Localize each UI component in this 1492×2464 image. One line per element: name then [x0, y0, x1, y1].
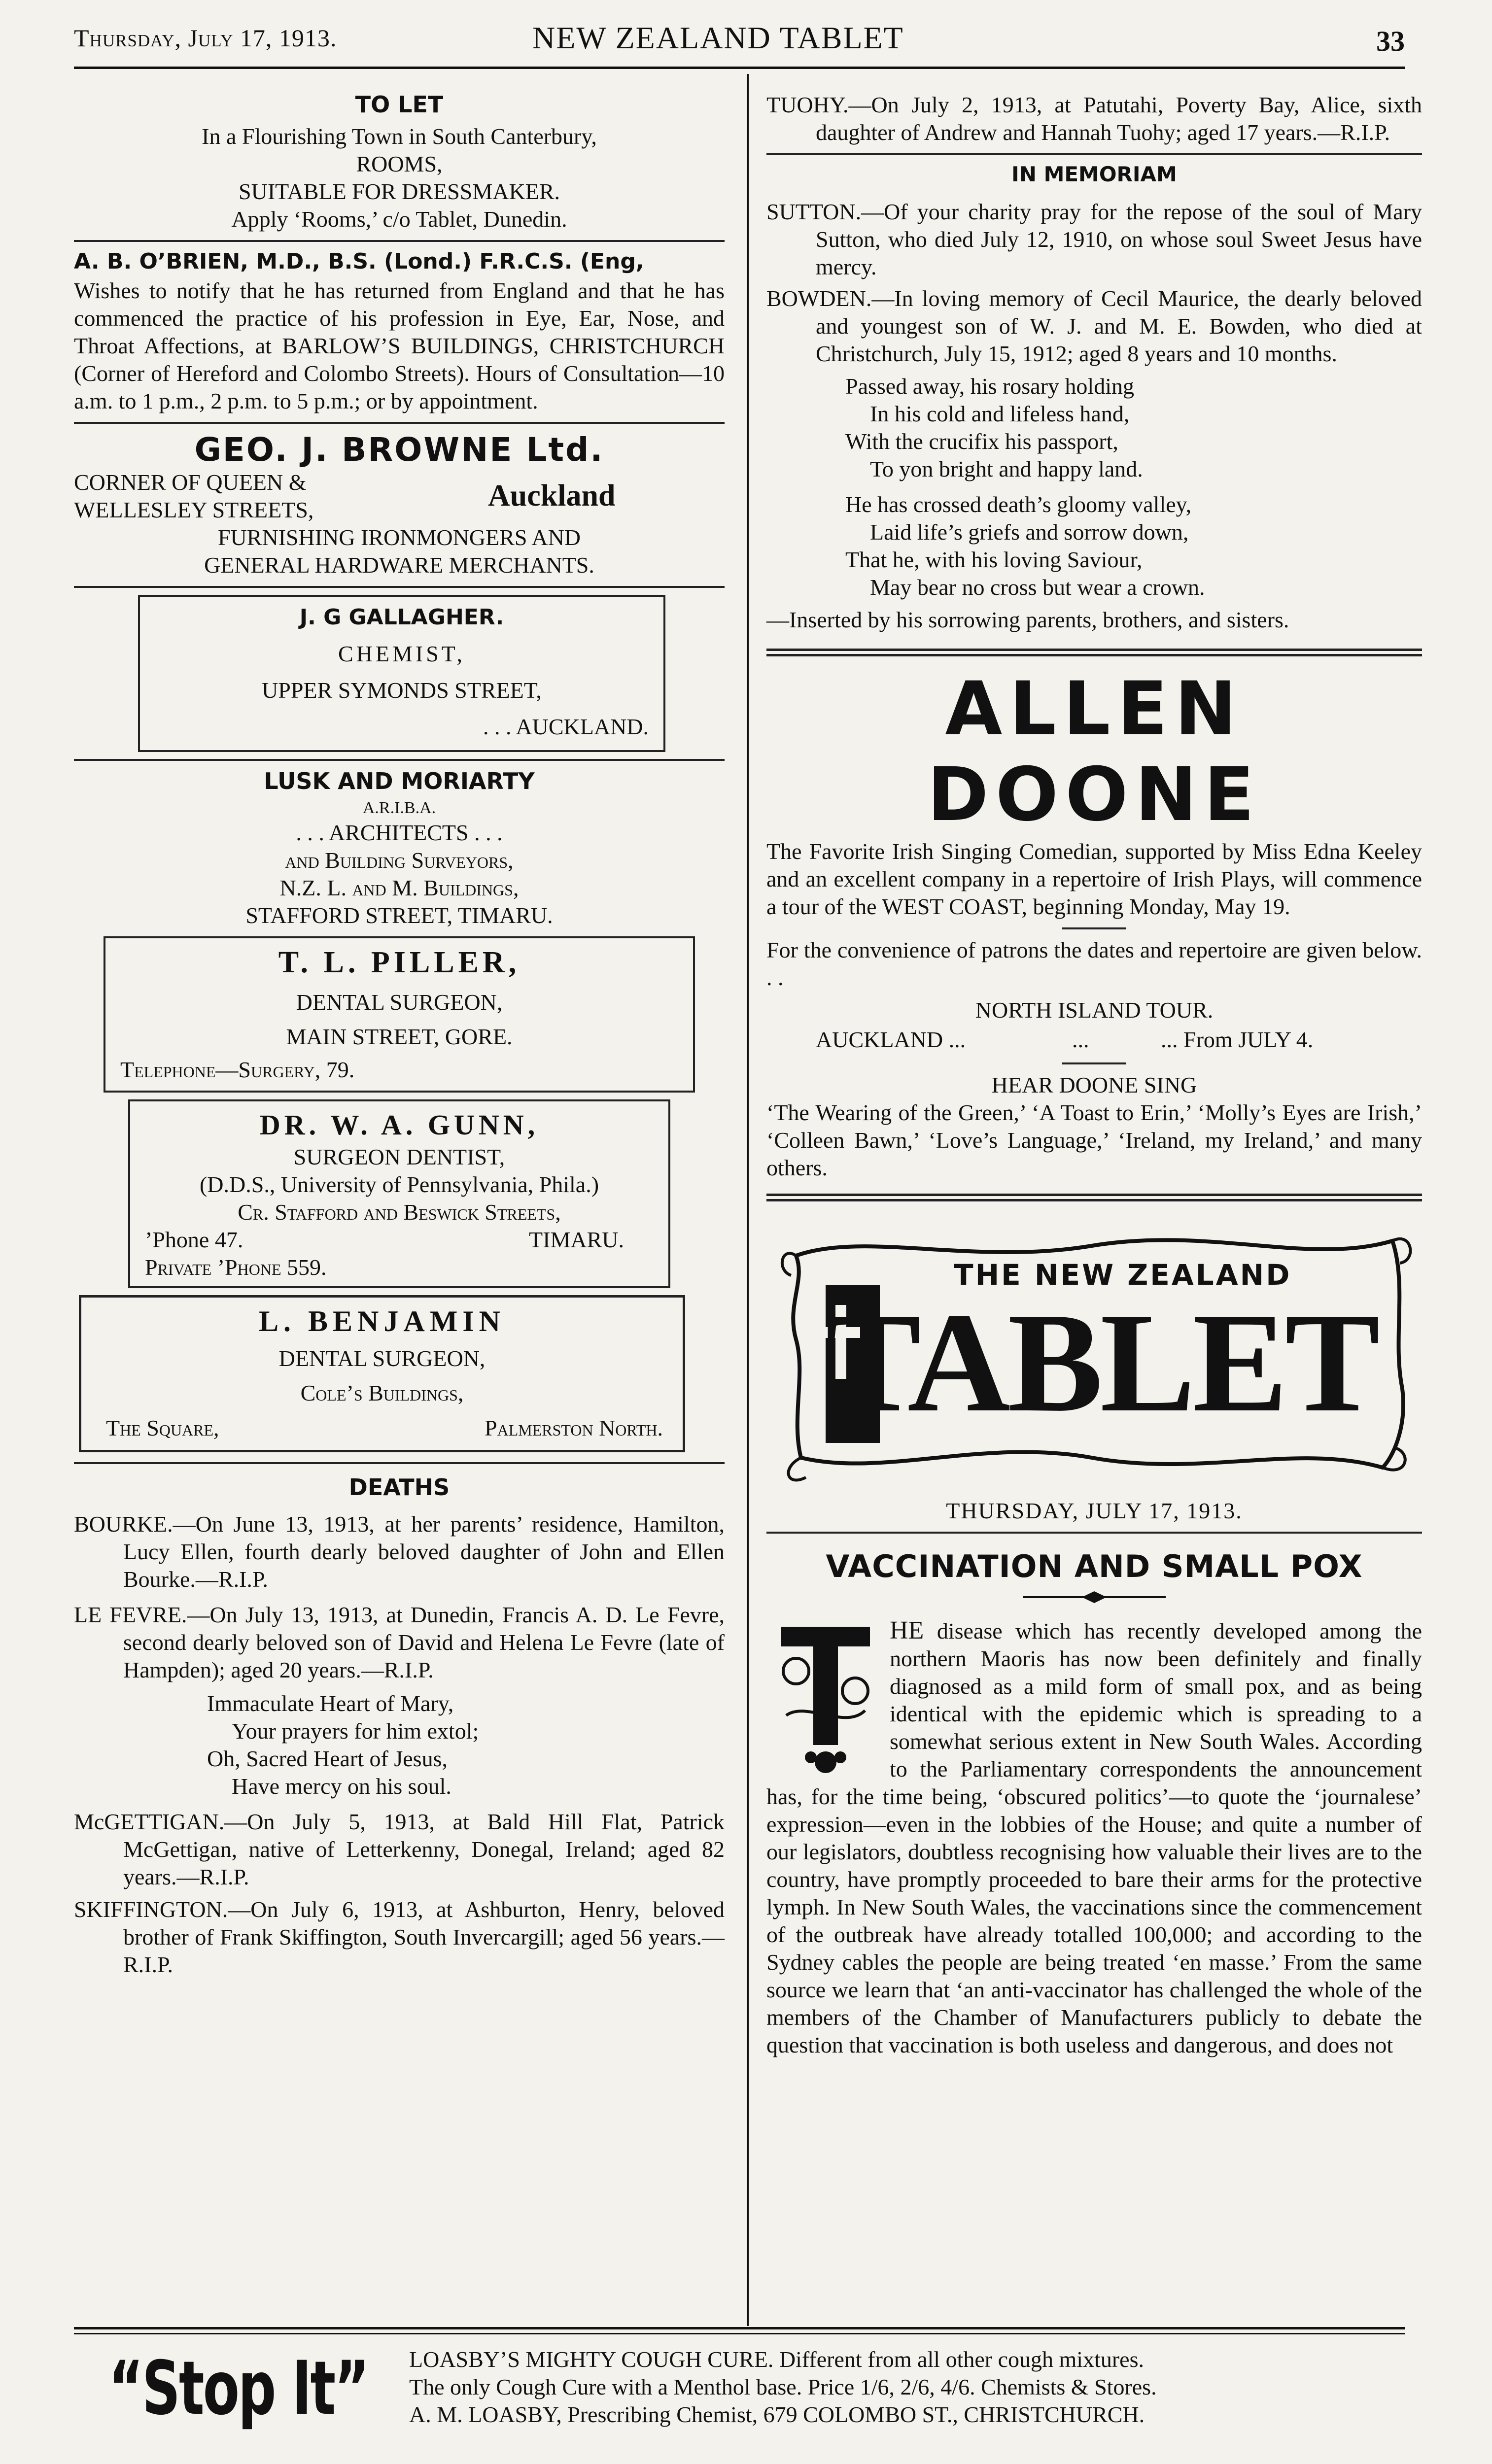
tour-auckland: AUCKLAND ... [816, 1027, 966, 1052]
divider [74, 1462, 725, 1464]
divider [74, 586, 725, 588]
to-let-line4: Apply ‘Rooms,’ c/o Tablet, Dunedin. [231, 206, 567, 232]
gallagher-line1: CHEMIST, [338, 641, 465, 666]
article-body: disease which has recently developed among the northern Maoris has now been definitely and finally diagnosed as a mild form of small pox, and as being identical with the epidemic which is spreading to a somewhat serious extent in New South Wales. According to the Parliamentary correspondents the announcement has, for the time being, ‘obscured politics’—to quote the ‘journalese’ expression—even in the lobbies of the House; and quite a number of our legislators, doubtless recognising how valuable their lives are to the country, have promptly proceeded to bare their arms for the protective lymph. In New South Wales, the vaccinations since the commencement of the outbreak have already totalled 100,000; and according to the Sydney cables the people are being treated ‘en masse.’ From the same source we learn that ‘an anti-vaccinator has challenged the whole of the members of the Chamber of Manufacturers publicly to debate the question that vaccination is both useless and dangerous, and does not [766, 1618, 1423, 2057]
gunn-city: TIMARU. [529, 1227, 624, 1252]
gallagher-line2: UPPER SYMONDS STREET, [262, 678, 542, 703]
deaths-section [74, 1474, 725, 1979]
footer-rule [74, 2327, 1405, 2329]
piller-ad [104, 936, 695, 1093]
piller-line2: MAIN STREET, GORE. [286, 1024, 513, 1049]
memoriam-sutton: SUTTON.—Of your charity pray for the repose of the soul of Mary Sutton, who died July 12, 1910, on whose soul Sweet Jesus have mercy. [766, 199, 1422, 279]
gunn-line5: Private ’Phone 559. [145, 1255, 327, 1280]
header-title: NEW ZEALAND TABLET [532, 20, 904, 55]
browne-ad [74, 431, 725, 579]
browne-line3: FURNISHING IRONMONGERS AND [217, 525, 581, 550]
gunn-phone: ’Phone 47. [145, 1227, 243, 1252]
lusk-line3: and Building Surveyors, [285, 848, 514, 873]
browne-line2: WELLESLEY STREETS, [74, 497, 314, 522]
to-let-line3: SUITABLE FOR DRESSMAKER. [239, 179, 560, 204]
gunn-line1: SURGEON DENTIST, [293, 1144, 505, 1169]
gallagher-ad [138, 595, 665, 752]
poem-line: Passed away, his rosary holding [845, 374, 1134, 399]
allen-doone-title: ALLEN DOONE [927, 666, 1261, 838]
page-number: 33 [1376, 25, 1405, 57]
to-let-line1: In a Flourishing Town in South Canterbury, [202, 124, 597, 149]
death-skiffington: SKIFFINGTON.—On July 6, 1913, at Ashburton, Henry, beloved brother of Frank Skiffington, South Invercargill; aged 56 years.—R.I.P. [74, 1897, 725, 1977]
piller-line3: Telephone—Surgery, 79. [120, 1057, 355, 1082]
poem-line: May bear no cross but wear a crown. [870, 575, 1205, 600]
lusk-line2: . . . ARCHITECTS . . . [296, 820, 503, 845]
column-divider [747, 74, 749, 2326]
left-column [74, 91, 725, 1979]
article-lead: HE [890, 1616, 924, 1644]
browne-line1: CORNER OF QUEEN & [74, 470, 307, 495]
double-rule [766, 1194, 1422, 1201]
obrien-body: Wishes to notify that he has returned from England and that he has commenced the practice of his profession in Eye, Ear, Nose, and Throat Affections, at BARLOW’S BUILDINGS, CHRISTCHURCH (Corner of Hereford and Colombo Streets). Hours of Consultation—10 a.m. to 1 p.m., 2 p.m. to 5 p.m.; or by appointment. [74, 278, 725, 413]
poem-line: In his cold and lifeless hand, [870, 401, 1130, 426]
benjamin-line1: DENTAL SURGEON, [278, 1346, 486, 1371]
piller-name: T. L. PILLER, [278, 946, 520, 979]
to-let-line2: ROOMS, [356, 151, 443, 176]
divider [74, 759, 725, 761]
vaccination-article [766, 1548, 1422, 2059]
poem-line: Your prayers for him extol; [232, 1718, 479, 1744]
loasby-line3: A. M. LOASBY, Prescribing Chemist, 679 COLOMBO ST., CHRISTCHURCH. [409, 2402, 1145, 2427]
gunn-line3: Cr. Stafford and Beswick Streets, [238, 1199, 561, 1225]
lusk-line1: A.R.I.B.A. [362, 799, 436, 817]
header-date: Thursday, July 17, 1913. [74, 24, 337, 52]
divider [74, 422, 725, 424]
allen-doone-ad [766, 666, 1422, 1182]
poem-line: Oh, Sacred Heart of Jesus, [207, 1746, 448, 1771]
to-let-title: TO LET [355, 91, 444, 118]
dropcap-t-icon [766, 1617, 880, 1780]
allen-doone-tour: NORTH ISLAND TOUR. [975, 997, 1214, 1023]
lusk-name: LUSK AND MORIARTY [264, 768, 535, 794]
allen-doone-songs: ‘The Wearing of the Green,’ ‘A Toast to Erin,’ ‘Molly’s Eyes are Irish,’ ‘Colleen Bawn,’ ‘Love’s Language,’ ‘Ireland, my Ireland,’ and many others. [766, 1100, 1422, 1180]
poem-line: Have mercy on his soul. [232, 1774, 451, 1799]
memoriam-poem [766, 373, 1422, 601]
to-let-ad [74, 91, 725, 233]
gallagher-name: J. G GALLAGHER. [299, 605, 504, 630]
page-header [74, 20, 1405, 74]
ornament-rule-icon [766, 1587, 1422, 1607]
memoriam-inserted: —Inserted by his sorrowing parents, brothers, and sisters. [766, 607, 1289, 632]
divider [1062, 927, 1126, 929]
gunn-ad [128, 1099, 670, 1288]
deaths-title: DEATHS [348, 1474, 450, 1501]
browne-line4: GENERAL HARDWARE MERCHANTS. [204, 552, 594, 578]
allen-doone-convenience: For the convenience of patrons the dates and repertoire are given below. . . [766, 937, 1422, 990]
piller-line1: DENTAL SURGEON, [296, 990, 503, 1015]
lusk-line5: STAFFORD STREET, TIMARU. [245, 903, 553, 928]
benjamin-ad [79, 1295, 685, 1452]
allen-doone-hear: HEAR DOONE SING [991, 1072, 1197, 1097]
browne-title: GEO. J. BROWNE Ltd. [194, 431, 604, 469]
stop-it-slogan: “Stop It” [108, 2346, 368, 2431]
memoriam-title: IN MEMORIAM [1011, 162, 1177, 186]
divider [766, 153, 1422, 155]
divider [74, 240, 725, 242]
divider [766, 1532, 1422, 1534]
deaths-poem [74, 1690, 725, 1800]
tour-dots: ... [1072, 1027, 1089, 1052]
death-lefevre: LE FEVRE.—On July 13, 1913, at Dunedin, Francis A. D. Le Fevre, second dearly beloved son of David and Helena Le Fevre (late of Hampden); aged 20 years.—R.I.P. [74, 1602, 725, 1682]
tour-date: ... From JULY 4. [1161, 1027, 1314, 1052]
allen-doone-intro: The Favorite Irish Singing Comedian, supported by Miss Edna Keeley and an excellent company in a repertoire of Irish Plays, will commence a tour of the WEST COAST, beginning Monday, May 19. [766, 839, 1422, 919]
benjamin-name: L. BENJAMIN [258, 1305, 506, 1337]
loasby-line1: LOASBY’S MIGHTY COUGH CURE. Different from all other cough mixtures. [409, 2347, 1144, 2372]
benjamin-line2: Cole’s Buildings, [300, 1380, 464, 1405]
gallagher-line3: . . . AUCKLAND. [483, 714, 649, 739]
benjamin-town: Palmerston North. [485, 1415, 663, 1440]
double-rule [766, 649, 1422, 656]
right-column [766, 91, 1422, 2059]
divider [1062, 1062, 1126, 1064]
poem-line: Immaculate Heart of Mary, [207, 1691, 454, 1716]
lusk-ad [74, 768, 725, 929]
footer-rule [74, 2333, 1405, 2334]
poem-line: To yon bright and happy land. [870, 456, 1143, 481]
death-mcgettigan: McGETTIGAN.—On July 5, 1913, at Bald Hill Flat, Patrick McGettigan, native of Letterkenny, Donegal, Ireland; aged 82 years.—R.I.P. [74, 1809, 725, 1889]
lusk-line4: N.Z. L. and M. Buildings, [279, 875, 519, 900]
benjamin-square: The Square, [106, 1415, 219, 1440]
masthead-banner [766, 1211, 1422, 1487]
gunn-line2: (D.D.S., University of Pennsylvania, Phila.) [199, 1172, 599, 1197]
poem-line: Laid life’s griefs and sorrow down, [870, 519, 1189, 545]
poem-line: He has crossed death’s gloomy valley, [845, 492, 1192, 517]
death-bourke: BOURKE.—On June 13, 1913, at her parents’ residence, Hamilton, Lucy Ellen, fourth dearly beloved daughter of John and Ellen Bourke.—R.I.P. [74, 1511, 725, 1592]
gunn-name: DR. W. A. GUNN, [259, 1109, 539, 1141]
death-tuohy: TUOHY.—On July 2, 1913, at Patutahi, Poverty Bay, Alice, sixth daughter of Andrew and Hannah Tuohy; aged 17 years.—R.I.P. [766, 92, 1422, 145]
poem-line: That he, with his loving Saviour, [845, 547, 1143, 572]
article-title: VACCINATION AND SMALL POX [826, 1548, 1363, 1584]
in-memoriam-section [766, 162, 1422, 634]
loasby-line2: The only Cough Cure with a Menthol base. Price 1/6, 2/6, 4/6. Chemists & Stores. [409, 2374, 1157, 2399]
memoriam-bowden: BOWDEN.—In loving memory of Cecil Maurice, the dearly beloved and youngest son of W. J. and M. E. Bowden, who died at Christchurch, July 15, 1912; aged 8 years and 10 months. [766, 286, 1422, 366]
masthead-top: THE NEW ZEALAND [954, 1258, 1292, 1292]
browne-city: Auckland [488, 479, 616, 513]
poem-line: With the crucifix his passport, [845, 429, 1118, 454]
obrien-ad [74, 249, 725, 415]
header-rule [74, 67, 1405, 69]
loasby-ad [74, 2336, 1405, 2464]
obrien-title: A. B. O’BRIEN, M.D., B.S. (Lond.) F.R.C.S. (Eng, [74, 249, 644, 274]
masthead-tablet: TABLET [826, 1283, 1378, 1441]
masthead-date: THURSDAY, JULY 17, 1913. [946, 1498, 1243, 1523]
